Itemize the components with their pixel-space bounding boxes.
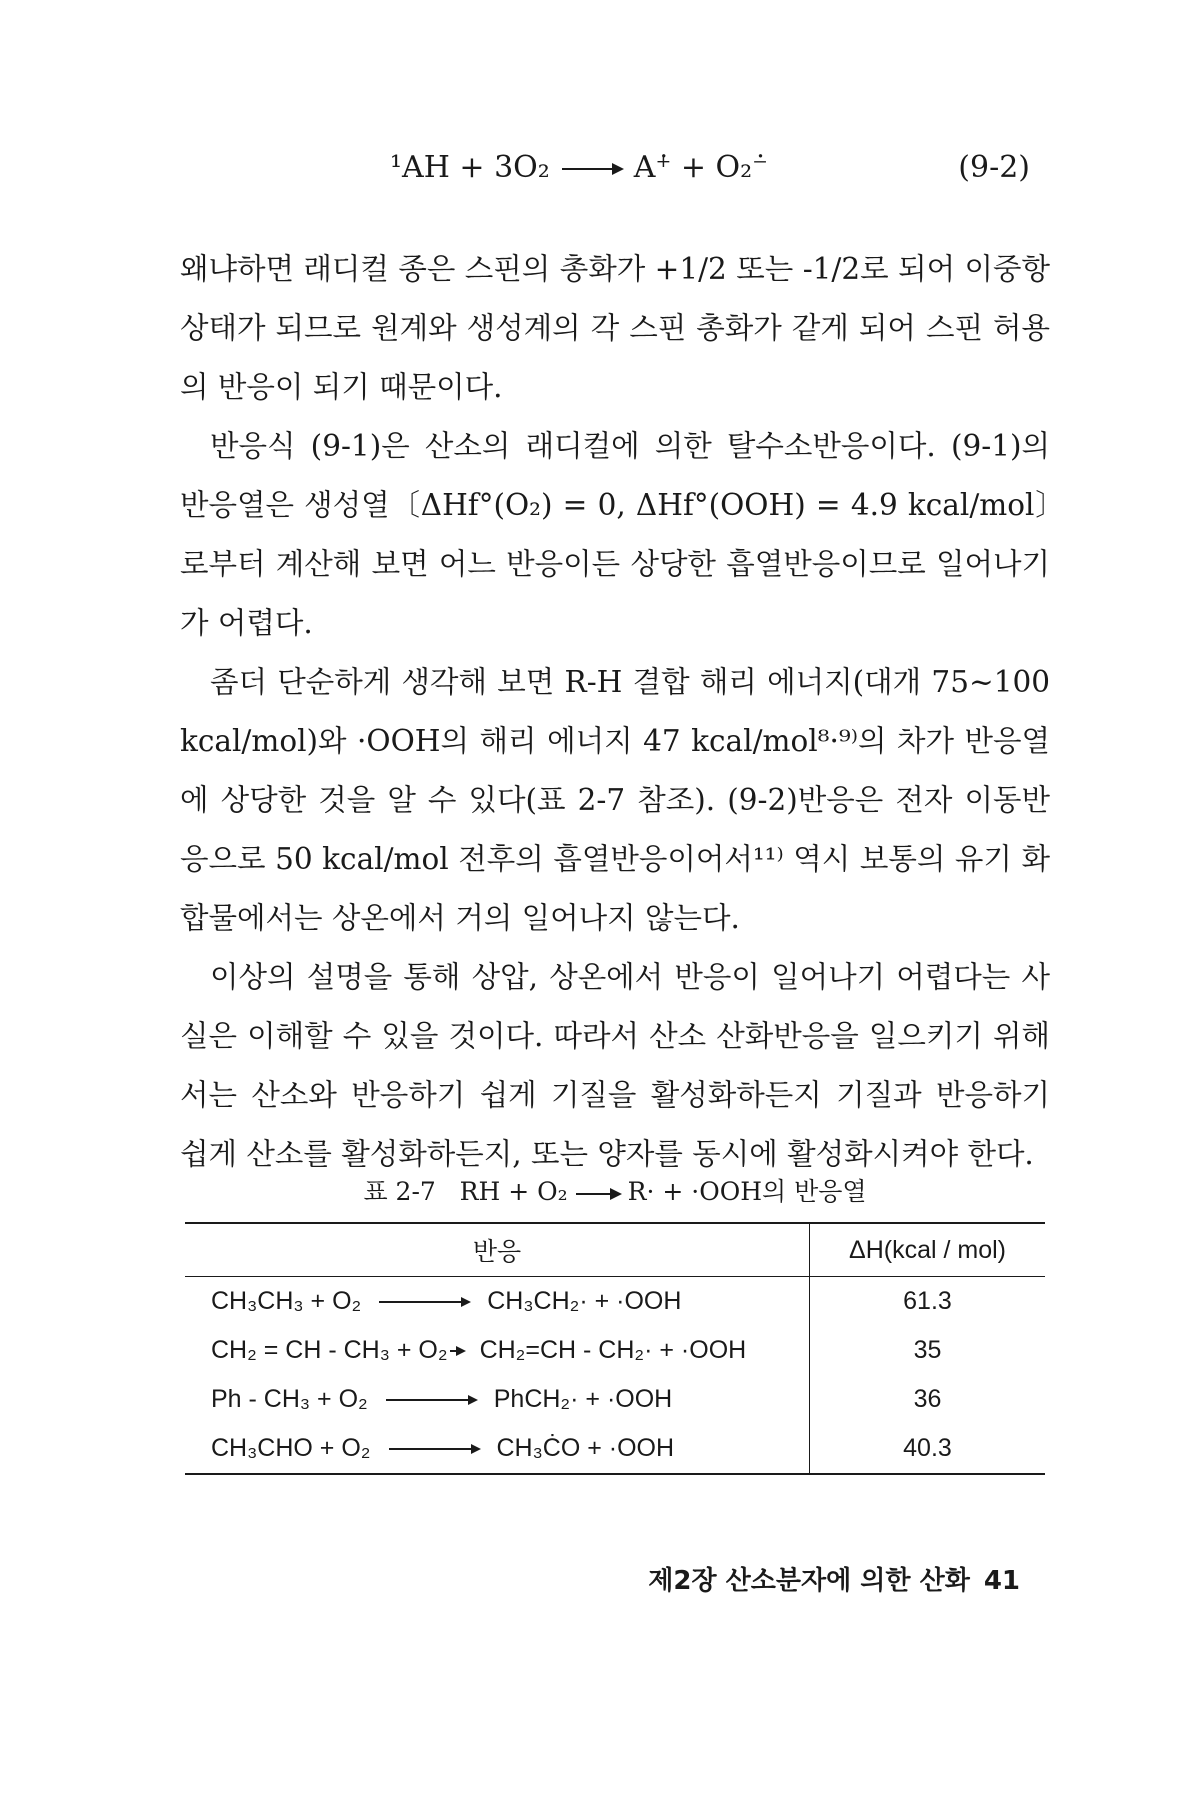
header-delta-h: ΔH(kcal / mol)	[810, 1223, 1046, 1277]
equation-number: (9-2)	[958, 150, 1030, 185]
paragraph: 왜냐하면 래디컬 종은 스핀의 총화가 +1/2 또는 -1/2로 되어 이중항 상태가 되므로 원계와 생성계의 각 스핀 총화가 같게 되어 스핀 허용의 반응이 되기 때문이다.	[180, 252, 1050, 404]
chapter-title: 제2장 산소분자에 의한 산화	[648, 1566, 970, 1596]
table-row	[185, 1375, 1045, 1424]
table-header-row	[185, 1223, 1045, 1277]
products: CH₃CH₂· + ·OOH	[487, 1287, 682, 1315]
reaction-cell	[185, 1277, 810, 1327]
products: PhCH₂· + ·OOH	[493, 1385, 673, 1413]
products: CH₂=CH - CH₂· + ·OOH	[479, 1336, 747, 1364]
paragraph: 좀더 단순하게 생각해 보면 R-H 결합 해리 에너지(대개 75~100 kcal/mol)와 ·OOH의 해리 에너지 47 kcal/mol⁸·⁹⁾의 차가 반응열에 상당한 것을 알 수 있다(표 2-7 참조). (9-2)반응은 전자 이동반응으로 50 kcal/mol 전후의 흡열반응이어서¹¹⁾ 역시 보통의 유기 화합물에서는 상온에서 거의 일어나지 않는다.	[180, 665, 1050, 935]
delta-h-value: 61.3	[810, 1277, 1046, 1327]
reaction-cell	[185, 1375, 810, 1424]
reaction-arrow-icon	[450, 1350, 464, 1352]
equation-body	[390, 143, 768, 193]
reaction-cell	[185, 1326, 810, 1375]
reaction-arrow-icon	[562, 168, 622, 170]
reactants: CH₂ = CH - CH₃ + O₂	[211, 1336, 448, 1364]
table-row	[185, 1424, 1045, 1474]
products: CH₃ĊO + ·OOH	[496, 1434, 675, 1462]
body-text	[180, 240, 1050, 1184]
table-caption-label: 표 2-7	[363, 1177, 436, 1206]
delta-h-value: 36	[810, 1375, 1046, 1424]
reaction-arrow-icon	[386, 1399, 476, 1401]
reaction-cell	[185, 1424, 810, 1474]
table-row	[185, 1277, 1045, 1327]
reactants: CH₃CH₃ + O₂	[211, 1287, 362, 1315]
table-caption-right: R· + ·OOH의 반응열	[627, 1177, 867, 1206]
table-caption	[180, 1172, 1050, 1212]
reaction-arrow-icon	[379, 1301, 469, 1303]
heat-of-reaction-table	[185, 1222, 1045, 1475]
table-row	[185, 1326, 1045, 1375]
equation-9-2	[180, 143, 1060, 193]
caption-arrow-icon	[576, 1193, 620, 1195]
paragraph: 이상의 설명을 통해 상압, 상온에서 반응이 일어나기 어렵다는 사실은 이해할 수 있을 것이다. 따라서 산소 산화반응을 일으키기 위해서는 산소와 반응하기 쉽게 기질을 활성화하든지 기질과 반응하기 쉽게 산소를 활성화하든지, 또는 양자를 동시에 활성화시켜야 한다.	[180, 960, 1050, 1171]
equation-left: ¹AH + 3O₂	[390, 150, 550, 185]
table-caption-left: RH + O₂	[459, 1177, 568, 1206]
reactants: CH₃CHO + O₂	[211, 1434, 371, 1462]
delta-h-value: 40.3	[810, 1424, 1046, 1474]
page-number: 41	[983, 1566, 1020, 1596]
paragraph: 반응식 (9-1)은 산소의 래디컬에 의한 탈수소반응이다. (9-1)의 반응열은 생성열〔ΔHf°(O₂) = 0, ΔHf°(OOH) = 4.9 kcal/mol〕로부터 계산해 보면 어느 반응이든 상당한 흡열반응이므로 일어나기가 어렵다.	[180, 429, 1050, 640]
delta-h-value: 35	[810, 1326, 1046, 1375]
reaction-arrow-icon	[389, 1448, 479, 1450]
page-footer	[634, 1560, 1020, 1597]
equation-right: A⁺̇ + O₂⁻̇	[633, 150, 768, 185]
reactants: Ph - CH₃ + O₂	[211, 1385, 368, 1413]
header-reaction: 반응	[185, 1223, 810, 1277]
